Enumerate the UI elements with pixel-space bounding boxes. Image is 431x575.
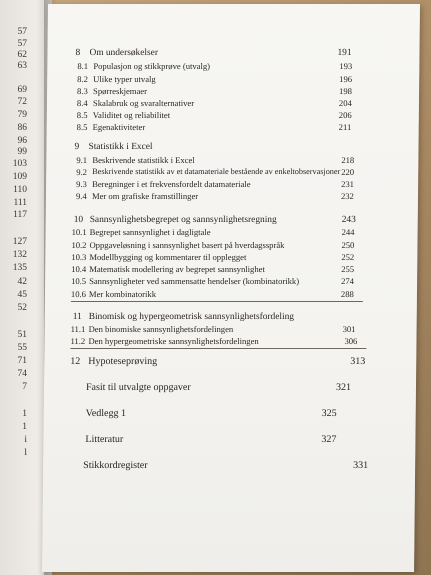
toc-page-number: 325 [321, 408, 337, 419]
left-page-number: 55 [17, 343, 27, 353]
toc-item-number: 10.2 [71, 240, 87, 250]
left-page-number: 132 [12, 250, 27, 260]
toc-item-number: 8.2 [77, 74, 89, 84]
toc-item-title: Beskrivende statistikk i Excel [92, 155, 195, 165]
left-page-number: 42 [17, 277, 27, 287]
left-page-number: 57 [17, 27, 27, 37]
toc-page-number: 218 [341, 155, 355, 165]
toc-page-number: 255 [341, 264, 355, 274]
left-page-number: 51 [17, 330, 27, 340]
left-page-number: 52 [17, 303, 27, 313]
toc-item-title: Beregninger i et frekvensfordelt datamateriale [92, 179, 251, 189]
toc-page-number: 193 [339, 61, 353, 71]
toc-page [42, 4, 420, 572]
left-page-number: 103 [12, 159, 27, 169]
toc-page-number: 327 [321, 434, 337, 445]
toc-page-number: 220 [341, 167, 355, 177]
toc-page-number: 321 [335, 382, 352, 393]
left-page-number: 72 [17, 97, 27, 107]
toc-item-title: Oppgaveløsning i sannsynlighet basert på hverdagsspråk [89, 240, 285, 250]
toc-chapter-title: Hypoteseprøving [88, 356, 158, 367]
left-page-number: 69 [17, 85, 27, 95]
toc-page-number: 306 [344, 336, 358, 346]
toc-item-number: 10.1 [71, 227, 87, 237]
toc-item-number: 9.2 [76, 167, 88, 177]
toc-item-title: Egenaktiviteter [92, 122, 146, 132]
toc-item-number: 9.1 [76, 155, 88, 165]
left-page-number: 62 [17, 50, 27, 60]
left-page-number: 1 [22, 422, 27, 432]
left-page-number: 63 [17, 61, 27, 71]
left-page-number: 71 [17, 356, 27, 366]
toc-item-number: 10.4 [71, 264, 87, 274]
toc-chapter-number: 10 [73, 215, 84, 225]
toc-item-title: Spørreskjemaer [93, 86, 148, 96]
left-page-number: 74 [17, 369, 27, 379]
toc-item-title: Populasjon og stikkprøve (utvalg) [93, 61, 211, 71]
toc-page-number: 288 [340, 289, 354, 299]
toc-section-title: Stikkordregister [83, 460, 148, 471]
toc-chapter-number: 11 [72, 312, 82, 322]
toc-page-number: 252 [341, 252, 355, 262]
toc-item-number: 10.3 [71, 252, 87, 262]
toc-divider [70, 348, 366, 349]
toc-item-title: Mer kombinatorikk [88, 289, 157, 299]
toc-item-number: 11.1 [70, 324, 86, 334]
left-page-number: 86 [17, 123, 27, 133]
toc-chapter-number: 8 [75, 48, 81, 58]
toc-item-number: 10.6 [70, 289, 87, 299]
left-page-number: 7 [22, 382, 27, 392]
toc-section-title: Litteratur [85, 434, 124, 445]
toc-item-title: Modellbygging og kommentarer til opplegget [89, 252, 247, 262]
toc-item-number: 9.3 [76, 179, 87, 189]
toc-page-number: 244 [341, 227, 355, 237]
left-page-number: 117 [13, 210, 27, 220]
left-page-number: 79 [17, 110, 27, 120]
toc-page-number: 196 [339, 74, 353, 84]
toc-page-number: 211 [338, 122, 352, 132]
left-page-number: 57 [17, 39, 27, 49]
toc-page-number: 313 [350, 356, 366, 367]
left-page-number: i [24, 435, 27, 445]
toc-page-number: 204 [338, 98, 352, 108]
toc-item-number: 8.5 [76, 110, 88, 120]
toc-item-title: Begrepet sannsynlighet i dagligtale [89, 227, 211, 237]
toc-item-title: Den hypergeometriske sannsynlighetsfordelingen [88, 336, 259, 346]
toc-page-number: 232 [340, 191, 354, 201]
toc-page-number: 274 [341, 276, 355, 286]
toc-page-number: 243 [341, 215, 356, 225]
left-page-number: 135 [12, 263, 27, 273]
left-page-number: 99 [17, 147, 27, 157]
left-page-number: 127 [12, 237, 27, 247]
toc-item-title: Beskrivende statistikk av et datamateriale bestående av enkeltobservasjoner [92, 167, 341, 176]
toc-chapter-title: Om undersøkelser [89, 48, 159, 58]
left-page-number: 111 [13, 198, 27, 208]
toc-item-number: 11.2 [70, 336, 86, 346]
toc-divider [71, 301, 363, 302]
toc-item-number: 8.3 [77, 86, 88, 96]
toc-section-title: Vedlegg 1 [85, 408, 127, 419]
toc-chapter-title: Sannsynlighetsbegrepet og sannsynlighetsregning [89, 215, 277, 225]
left-page-number: 1 [22, 409, 27, 419]
left-page-number: 96 [17, 136, 27, 146]
toc-chapter-number: 12 [70, 356, 81, 367]
toc-page-number: 331 [353, 460, 369, 471]
toc-page-number: 191 [337, 48, 352, 58]
toc-item-title: Mer om grafiske framstillinger [91, 191, 199, 201]
toc-page-number: 250 [341, 240, 355, 250]
toc-item-number: 10.5 [71, 276, 87, 286]
toc-item-title: Validitet og reliabilitet [92, 110, 171, 120]
toc-page-number: 206 [338, 110, 352, 120]
left-page-number: 109 [12, 172, 27, 182]
left-page-number: l [24, 448, 27, 458]
toc-item-title: Skalabruk og svaralternativer [92, 98, 195, 108]
toc-item-title: Sannsynligheter ved sammensatte hendelser (kombinatorikk) [89, 276, 300, 286]
toc-chapter-title: Binomisk og hypergeometrisk sannsynlighetsfordeling [88, 312, 295, 322]
toc-item-number: 8.1 [77, 61, 89, 71]
toc-section-title: Fasit til utvalgte oppgaver [85, 382, 191, 393]
toc-item-title: Matematisk modellering av begrepet sannsynlighet [89, 264, 265, 274]
left-page-number: 45 [17, 290, 27, 300]
toc-item-title: Ulike typer utvalg [93, 74, 156, 84]
toc-chapter-number: 9 [74, 142, 80, 152]
toc-chapter-title: Statistikk i Excel [88, 142, 153, 152]
toc-page-number: 301 [342, 324, 356, 334]
toc-page-number: 231 [341, 179, 355, 189]
left-page-number: 110 [13, 185, 27, 195]
toc-item-title: Den binomiske sannsynlighetsfordelingen [88, 324, 234, 334]
toc-item-number: 8.4 [76, 98, 88, 108]
toc-page-number: 198 [339, 86, 353, 96]
toc-item-number: 9.4 [75, 191, 87, 201]
toc-item-number: 8.5 [76, 122, 88, 132]
